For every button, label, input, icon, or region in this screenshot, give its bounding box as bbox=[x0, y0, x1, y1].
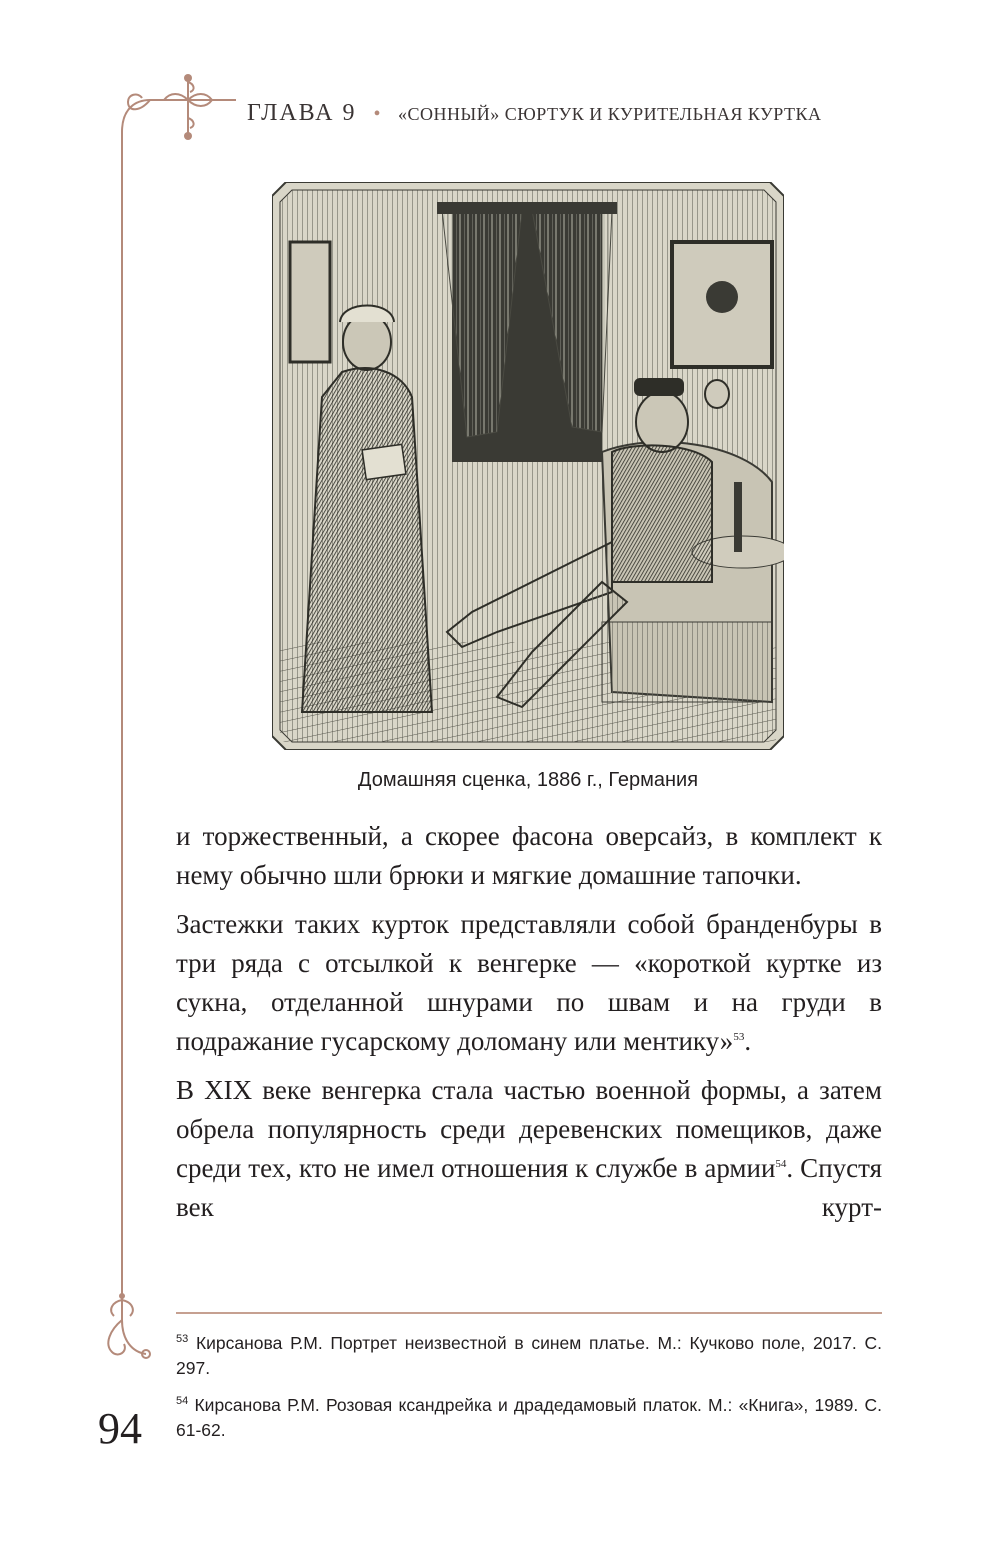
footnote-ref[interactable]: 54 bbox=[775, 1158, 787, 1170]
footnote-number: 54 bbox=[176, 1395, 189, 1408]
header-bullet: • bbox=[373, 103, 382, 125]
paragraph-tail: . bbox=[744, 1026, 752, 1056]
chapter-title: «СОННЫЙ» СЮРТУК И КУРИТЕЛЬНАЯ КУРТКА bbox=[398, 104, 822, 124]
paragraph-text: и торжественный, а скорее фасона оверсайз, в комплект к нему обычно шли брюки и мягкие домашние тапочки. bbox=[176, 821, 882, 890]
engraving-illustration bbox=[272, 182, 784, 750]
paragraph-text: В XIX веке венгерка стала частью военной формы, а затем обрела популярность среди деревенских помещиков, даже среди тех, кто не имел отношения к службе в армии bbox=[176, 1075, 882, 1183]
domestic-scene-engraving bbox=[272, 182, 784, 750]
paragraph bbox=[176, 1071, 882, 1227]
paragraph-tail: . Спустя век курт- bbox=[176, 1153, 882, 1222]
paragraph bbox=[176, 817, 882, 895]
footnote-number: 53 bbox=[176, 1333, 189, 1346]
body-text bbox=[176, 817, 882, 1237]
footnotes bbox=[176, 1331, 882, 1455]
footnote-rule bbox=[176, 1312, 882, 1314]
footnote-text: Кирсанова Р.М. Портрет неизвестной в синем платье. М.: Кучково поле, 2017. С. 297. bbox=[176, 1333, 882, 1378]
chapter-label: ГЛАВА 9 bbox=[247, 100, 357, 126]
paragraph bbox=[176, 905, 882, 1061]
figure-caption: Домашняя сценка, 1886 г., Германия bbox=[357, 769, 699, 791]
running-header bbox=[247, 100, 887, 127]
footnote bbox=[176, 1393, 882, 1443]
paragraph-text: Застежки таких курток представляли собой бранденбуры в три ряда с отсылкой к венгерке — «короткой куртке из сукна, отделанной шнурами по швам и на груди в подражание гусарскому доломану или ментику» bbox=[176, 909, 882, 1056]
footnote bbox=[176, 1331, 882, 1381]
footnote-text: Кирсанова Р.М. Розовая ксандрейка и драдедамовый платок. М.: «Книга», 1989. С. 61-62. bbox=[176, 1395, 882, 1440]
page-number: 94 bbox=[98, 1404, 142, 1453]
footnote-ref[interactable]: 53 bbox=[733, 1031, 745, 1043]
